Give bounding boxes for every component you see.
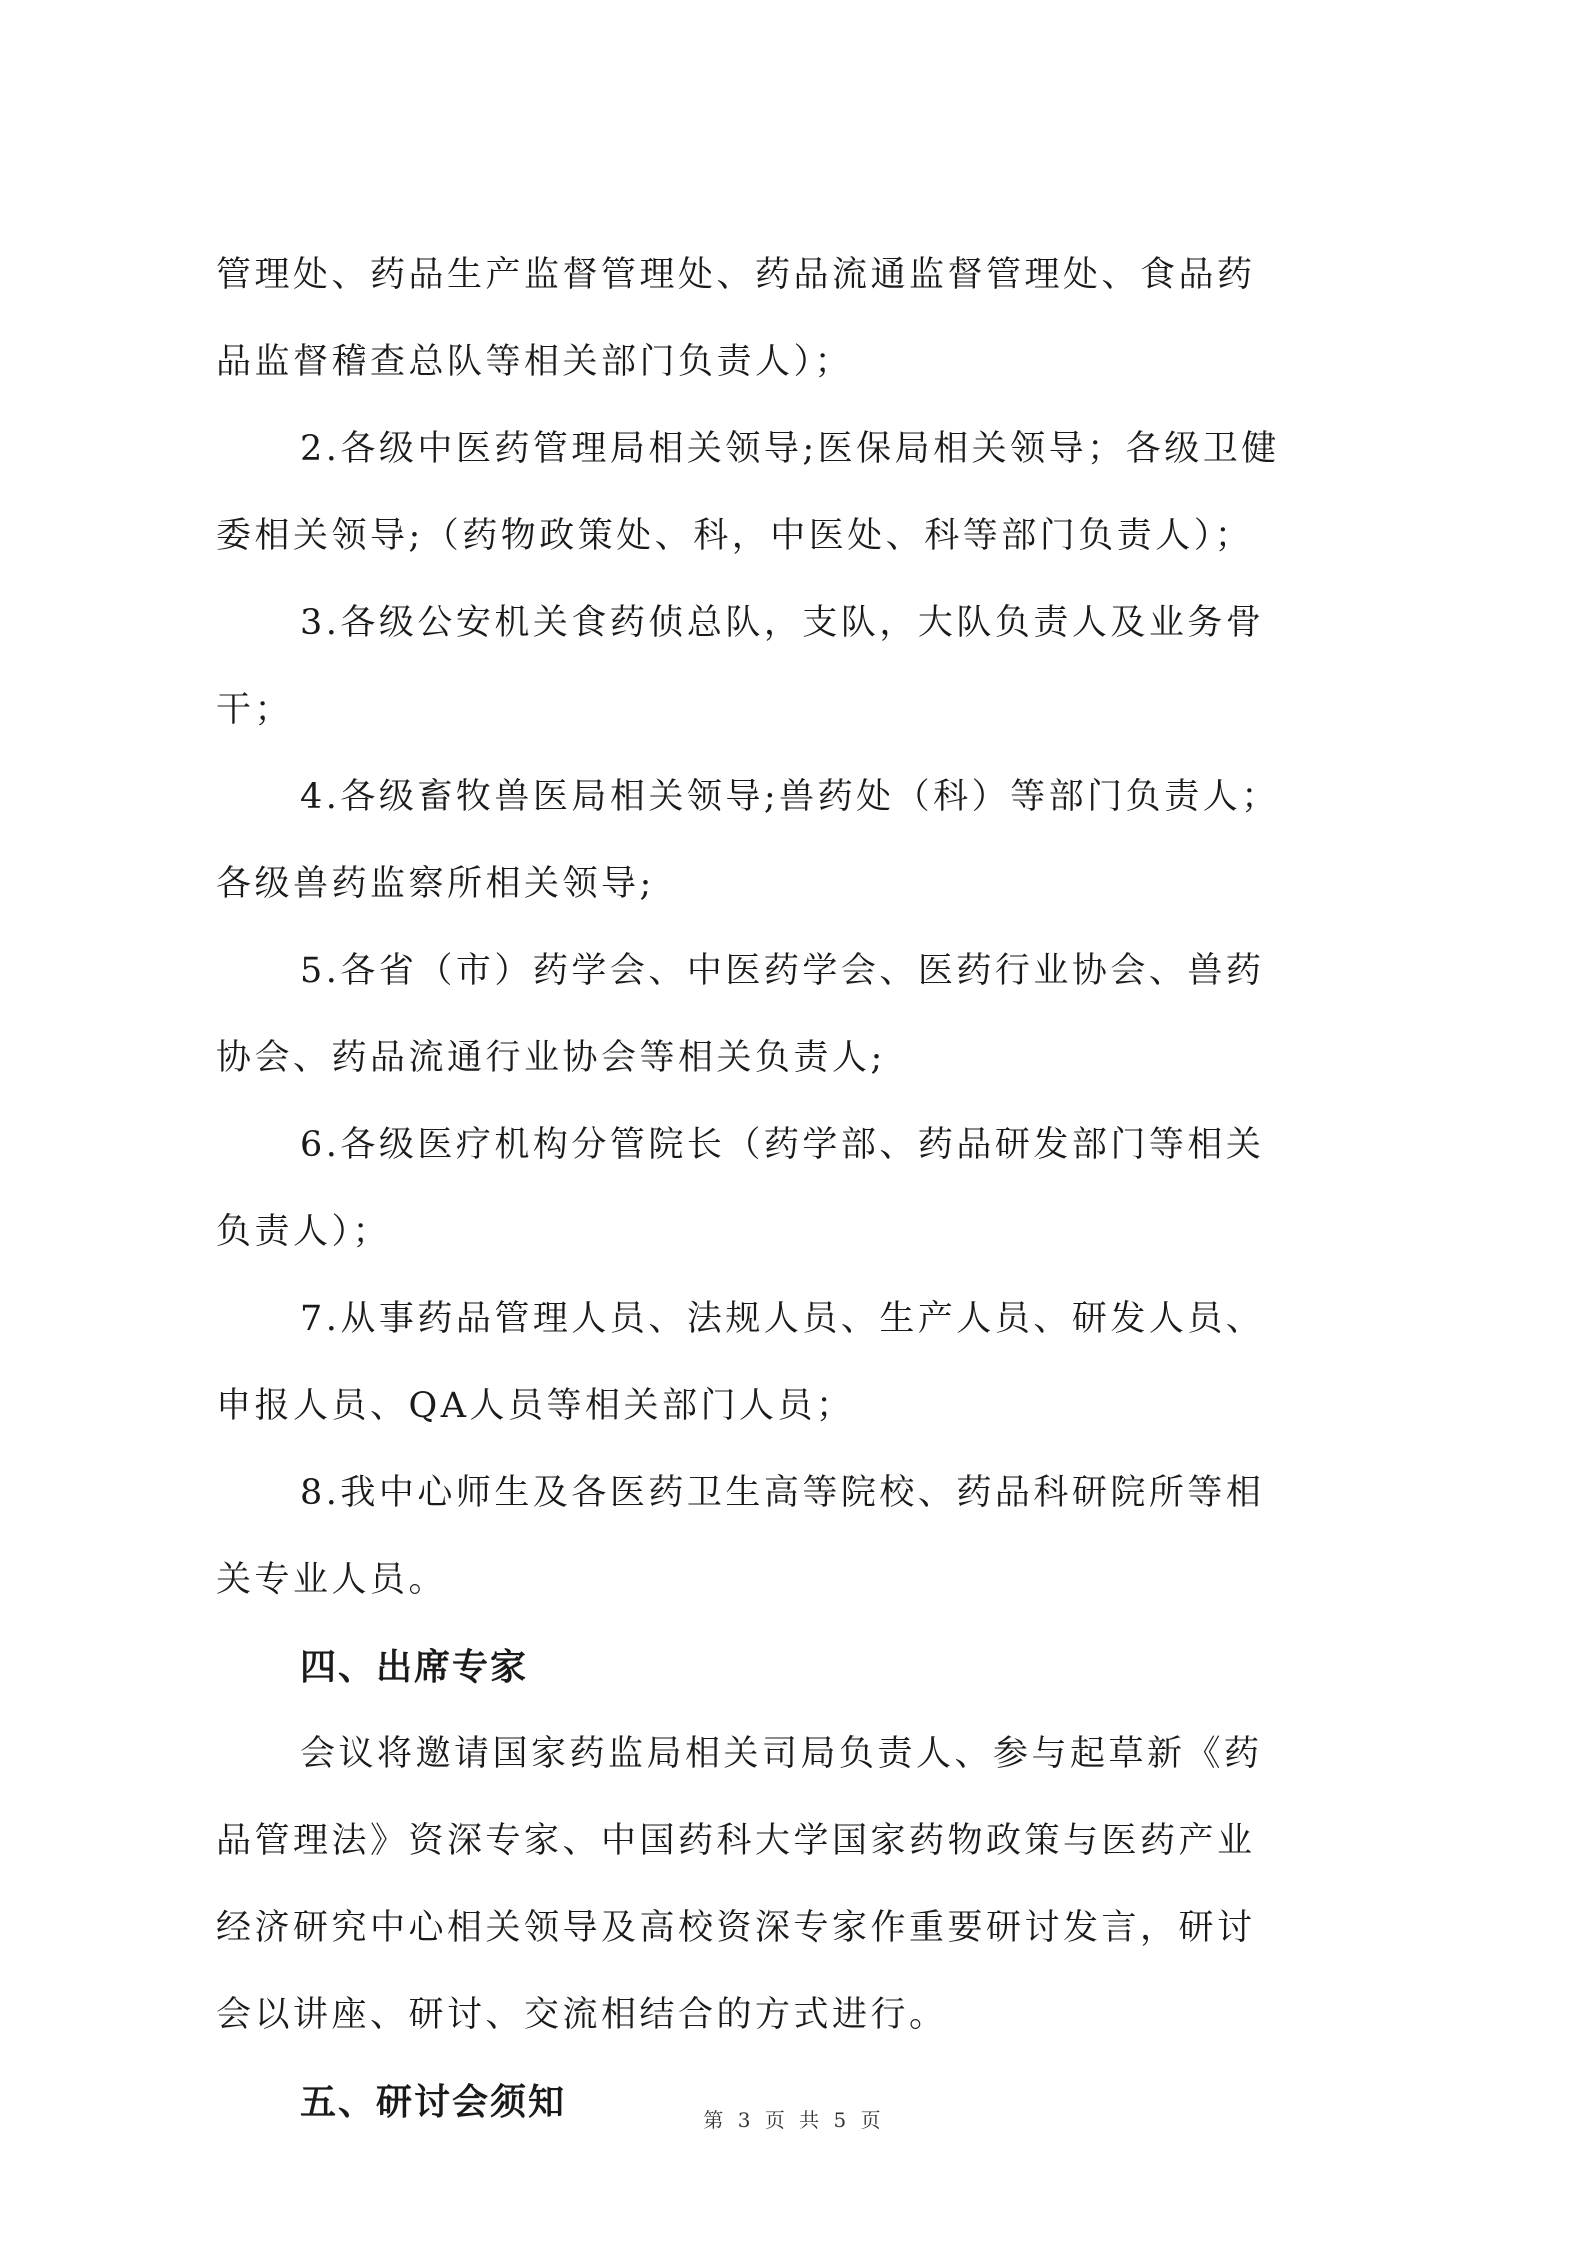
list-item-7-line-1: 7.从事药品管理人员、法规人员、生产人员、研发人员、	[300, 1299, 1265, 1339]
list-item-5-line-1: 5.各省（市）药学会、中医药学会、医药行业协会、兽药	[300, 951, 1265, 991]
document-body	[216, 232, 1376, 2146]
list-item-7-line-2: 申报人员、QA人员等相关部门人员；	[216, 1386, 855, 1426]
list-item-6-line-2: 负责人）；	[216, 1212, 392, 1252]
list-item-3-line-1: 3.各级公安机关食药侦总队，支队，大队负责人及业务骨	[300, 603, 1265, 643]
page-number-footer: 第 3 页 共 5 页	[703, 2108, 885, 2132]
list-item-8-line-2: 关专业人员。	[216, 1560, 448, 1600]
list-item-8-line-1: 8.我中心师生及各医药卫生高等院校、药品科研院所等相	[300, 1473, 1265, 1513]
list-item-5-line-2: 协会、药品流通行业协会等相关负责人;	[216, 1038, 886, 1078]
list-item-4-line-1: 4.各级畜牧兽医局相关领导;兽药处（科）等部门负责人；	[300, 777, 1280, 817]
list-item-2-line-2: 委相关领导;（药物政策处、科，中医处、科等部门负责人）；	[216, 516, 1254, 556]
experts-paragraph-line-1: 会议将邀请国家药监局相关司局负责人、参与起草新《药	[300, 1734, 1263, 1774]
section-heading-notice: 五、研讨会须知	[300, 2082, 567, 2123]
list-item-6-line-1: 6.各级医疗机构分管院长（药学部、药品研发部门等相关	[300, 1125, 1265, 1165]
experts-paragraph-line-2: 品管理法》资深专家、中国药科大学国家药物政策与医药产业	[216, 1821, 1256, 1861]
body-line-1: 管理处、药品生产监督管理处、药品流通监督管理处、食品药	[216, 255, 1256, 295]
section-heading-experts: 四、出席专家	[300, 1647, 529, 1688]
list-item-2-line-1: 2.各级中医药管理局相关领导;医保局相关领导；各级卫健	[300, 429, 1280, 469]
list-item-4-line-2: 各级兽药监察所相关领导;	[216, 864, 655, 904]
body-line-2: 品监督稽查总队等相关部门负责人）；	[216, 342, 854, 382]
experts-paragraph-line-4: 会以讲座、研讨、交流相结合的方式进行。	[216, 1995, 948, 2035]
list-item-3-line-2: 干；	[216, 690, 294, 730]
experts-paragraph-line-3: 经济研究中心相关领导及高校资深专家作重要研讨发言，研讨	[216, 1908, 1256, 1948]
